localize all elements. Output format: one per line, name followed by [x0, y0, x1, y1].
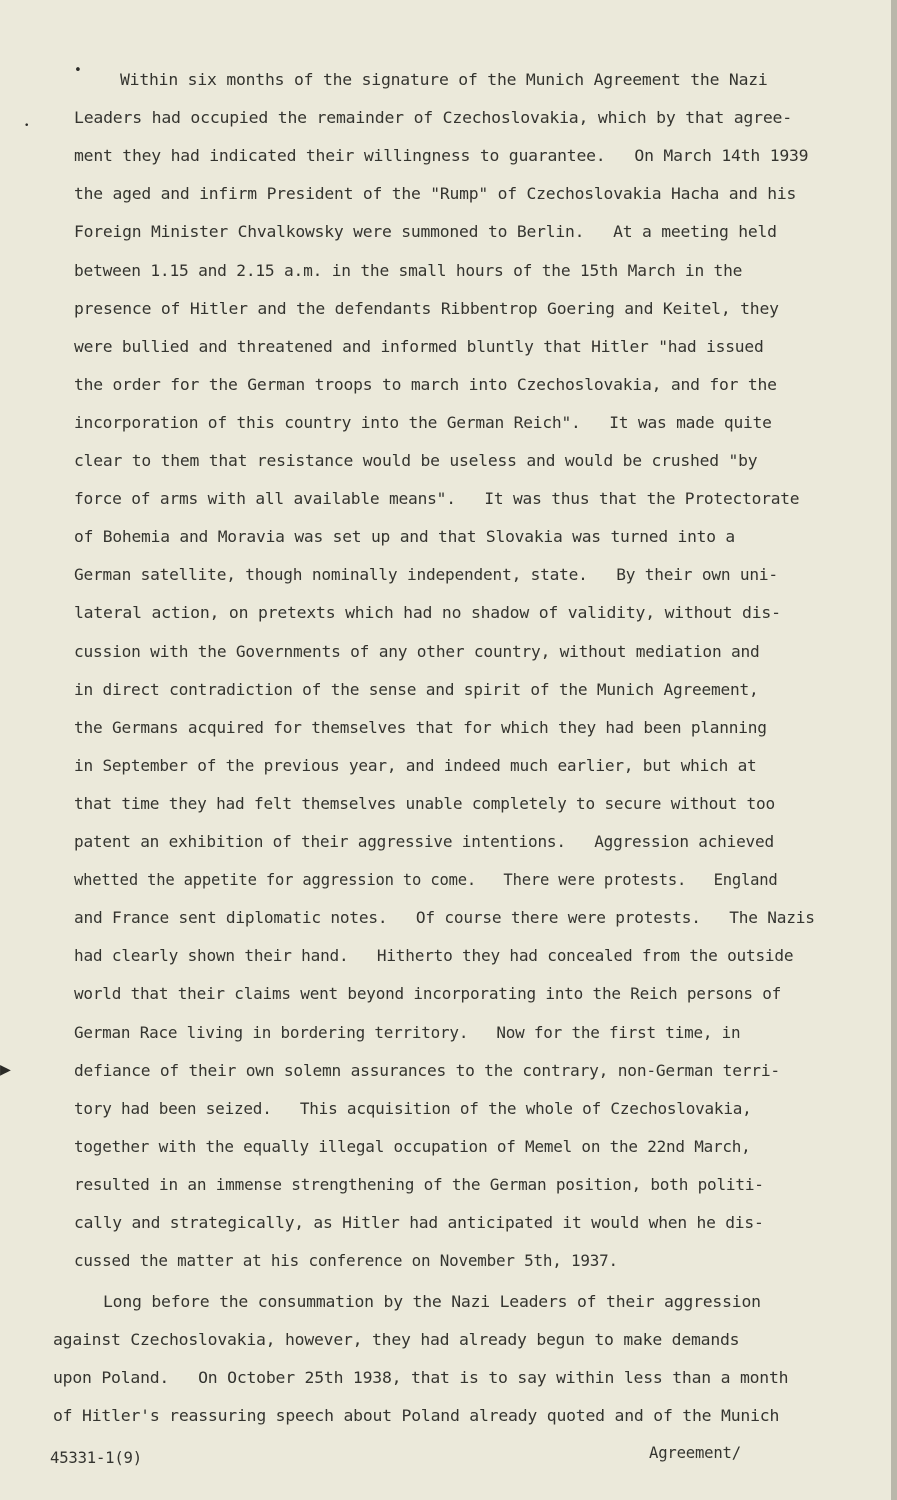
text-line: tory had been seized. This acquisition of the whole of Czechoslovakia,: [74, 1099, 752, 1118]
text-line: in September of the previous year, and indeed much earlier, but which at: [74, 756, 757, 775]
catchword: Agreement/: [649, 1444, 741, 1462]
text-line: Long before the consummation by the Nazi Leaders of their aggression: [103, 1293, 761, 1311]
text-line: and France sent diplomatic notes. Of course there were protests. The Nazis: [74, 909, 815, 928]
margin-arrow: ▶: [0, 1059, 11, 1080]
text-line: had clearly shown their hand. Hitherto they had concealed from the outside: [74, 947, 794, 966]
margin-dot: •: [24, 121, 30, 131]
text-line: German satellite, though nominally independent, state. By their own uni-: [74, 566, 778, 585]
text-line: between 1.15 and 2.15 a.m. in the small hours of the 15th March in the: [74, 261, 743, 280]
page-edge: [891, 0, 897, 1500]
text-line: that time they had felt themselves unable completely to secure without too: [74, 794, 775, 813]
text-line: cussed the matter at his conference on November 5th, 1937.: [74, 1252, 618, 1271]
margin-dot: •: [74, 63, 82, 78]
text-line: together with the equally illegal occupation of Memel on the 22nd March,: [74, 1137, 751, 1156]
text-line: lateral action, on pretexts which had no shadow of validity, without dis-: [74, 604, 781, 623]
text-line: German Race living in bordering territory. Now for the first time, in: [74, 1023, 741, 1042]
text-line: Within six months of the signature of the Munich Agreement the Nazi: [120, 71, 768, 89]
text-line: ment they had indicated their willingness to guarantee. On March 14th 1939: [74, 147, 809, 166]
text-line: were bullied and threatened and informed bluntly that Hitler "had issued: [74, 337, 764, 356]
text-line: clear to them that resistance would be useless and would be crushed "by: [74, 452, 758, 470]
text-line: incorporation of this country into the German Reich". It was made quite: [74, 413, 772, 432]
text-line: world that their claims went beyond incorporating into the Reich persons of: [74, 985, 782, 1004]
reference-code: 45331-1(9): [50, 1449, 142, 1467]
text-line: against Czechoslovakia, however, they had already begun to make demands: [53, 1331, 740, 1349]
text-line: whetted the appetite for aggression to come. There were protests. England: [74, 871, 778, 890]
text-line: Foreign Minister Chvalkowsky were summoned to Berlin. At a meeting held: [74, 223, 777, 242]
text-line: patent an exhibition of their aggressive intentions. Aggression achieved: [74, 833, 774, 851]
text-line: cally and strategically, as Hitler had anticipated it would when he dis-: [74, 1214, 764, 1232]
text-line: force of arms with all available means". It was thus that the Protectorate: [74, 490, 800, 509]
text-line: the aged and infirm President of the "Rump" of Czechoslovakia Hacha and his: [74, 185, 797, 204]
text-line: presence of Hitler and the defendants Ribbentrop Goering and Keitel, they: [74, 299, 779, 318]
text-line: cussion with the Governments of any other country, without mediation and: [74, 642, 760, 661]
text-line: the order for the German troops to march into Czechoslovakia, and for the: [74, 375, 777, 394]
text-line: of Bohemia and Moravia was set up and that Slovakia was turned into a: [74, 528, 736, 547]
text-line: in direct contradiction of the sense and spirit of the Munich Agreement,: [74, 680, 759, 699]
text-line: defiance of their own solemn assurances to the contrary, non-German terri-: [74, 1061, 780, 1080]
text-line: Leaders had occupied the remainder of Czechoslovakia, which by that agree-: [74, 109, 792, 128]
text-line: the Germans acquired for themselves that for which they had been planning: [74, 718, 767, 737]
text-line: of Hitler's reassuring speech about Poland already quoted and of the Munich: [53, 1407, 780, 1425]
text-line: resulted in an immense strengthening of the German position, both politi-: [74, 1175, 764, 1194]
text-line: upon Poland. On October 25th 1938, that is to say within less than a month: [53, 1369, 789, 1387]
